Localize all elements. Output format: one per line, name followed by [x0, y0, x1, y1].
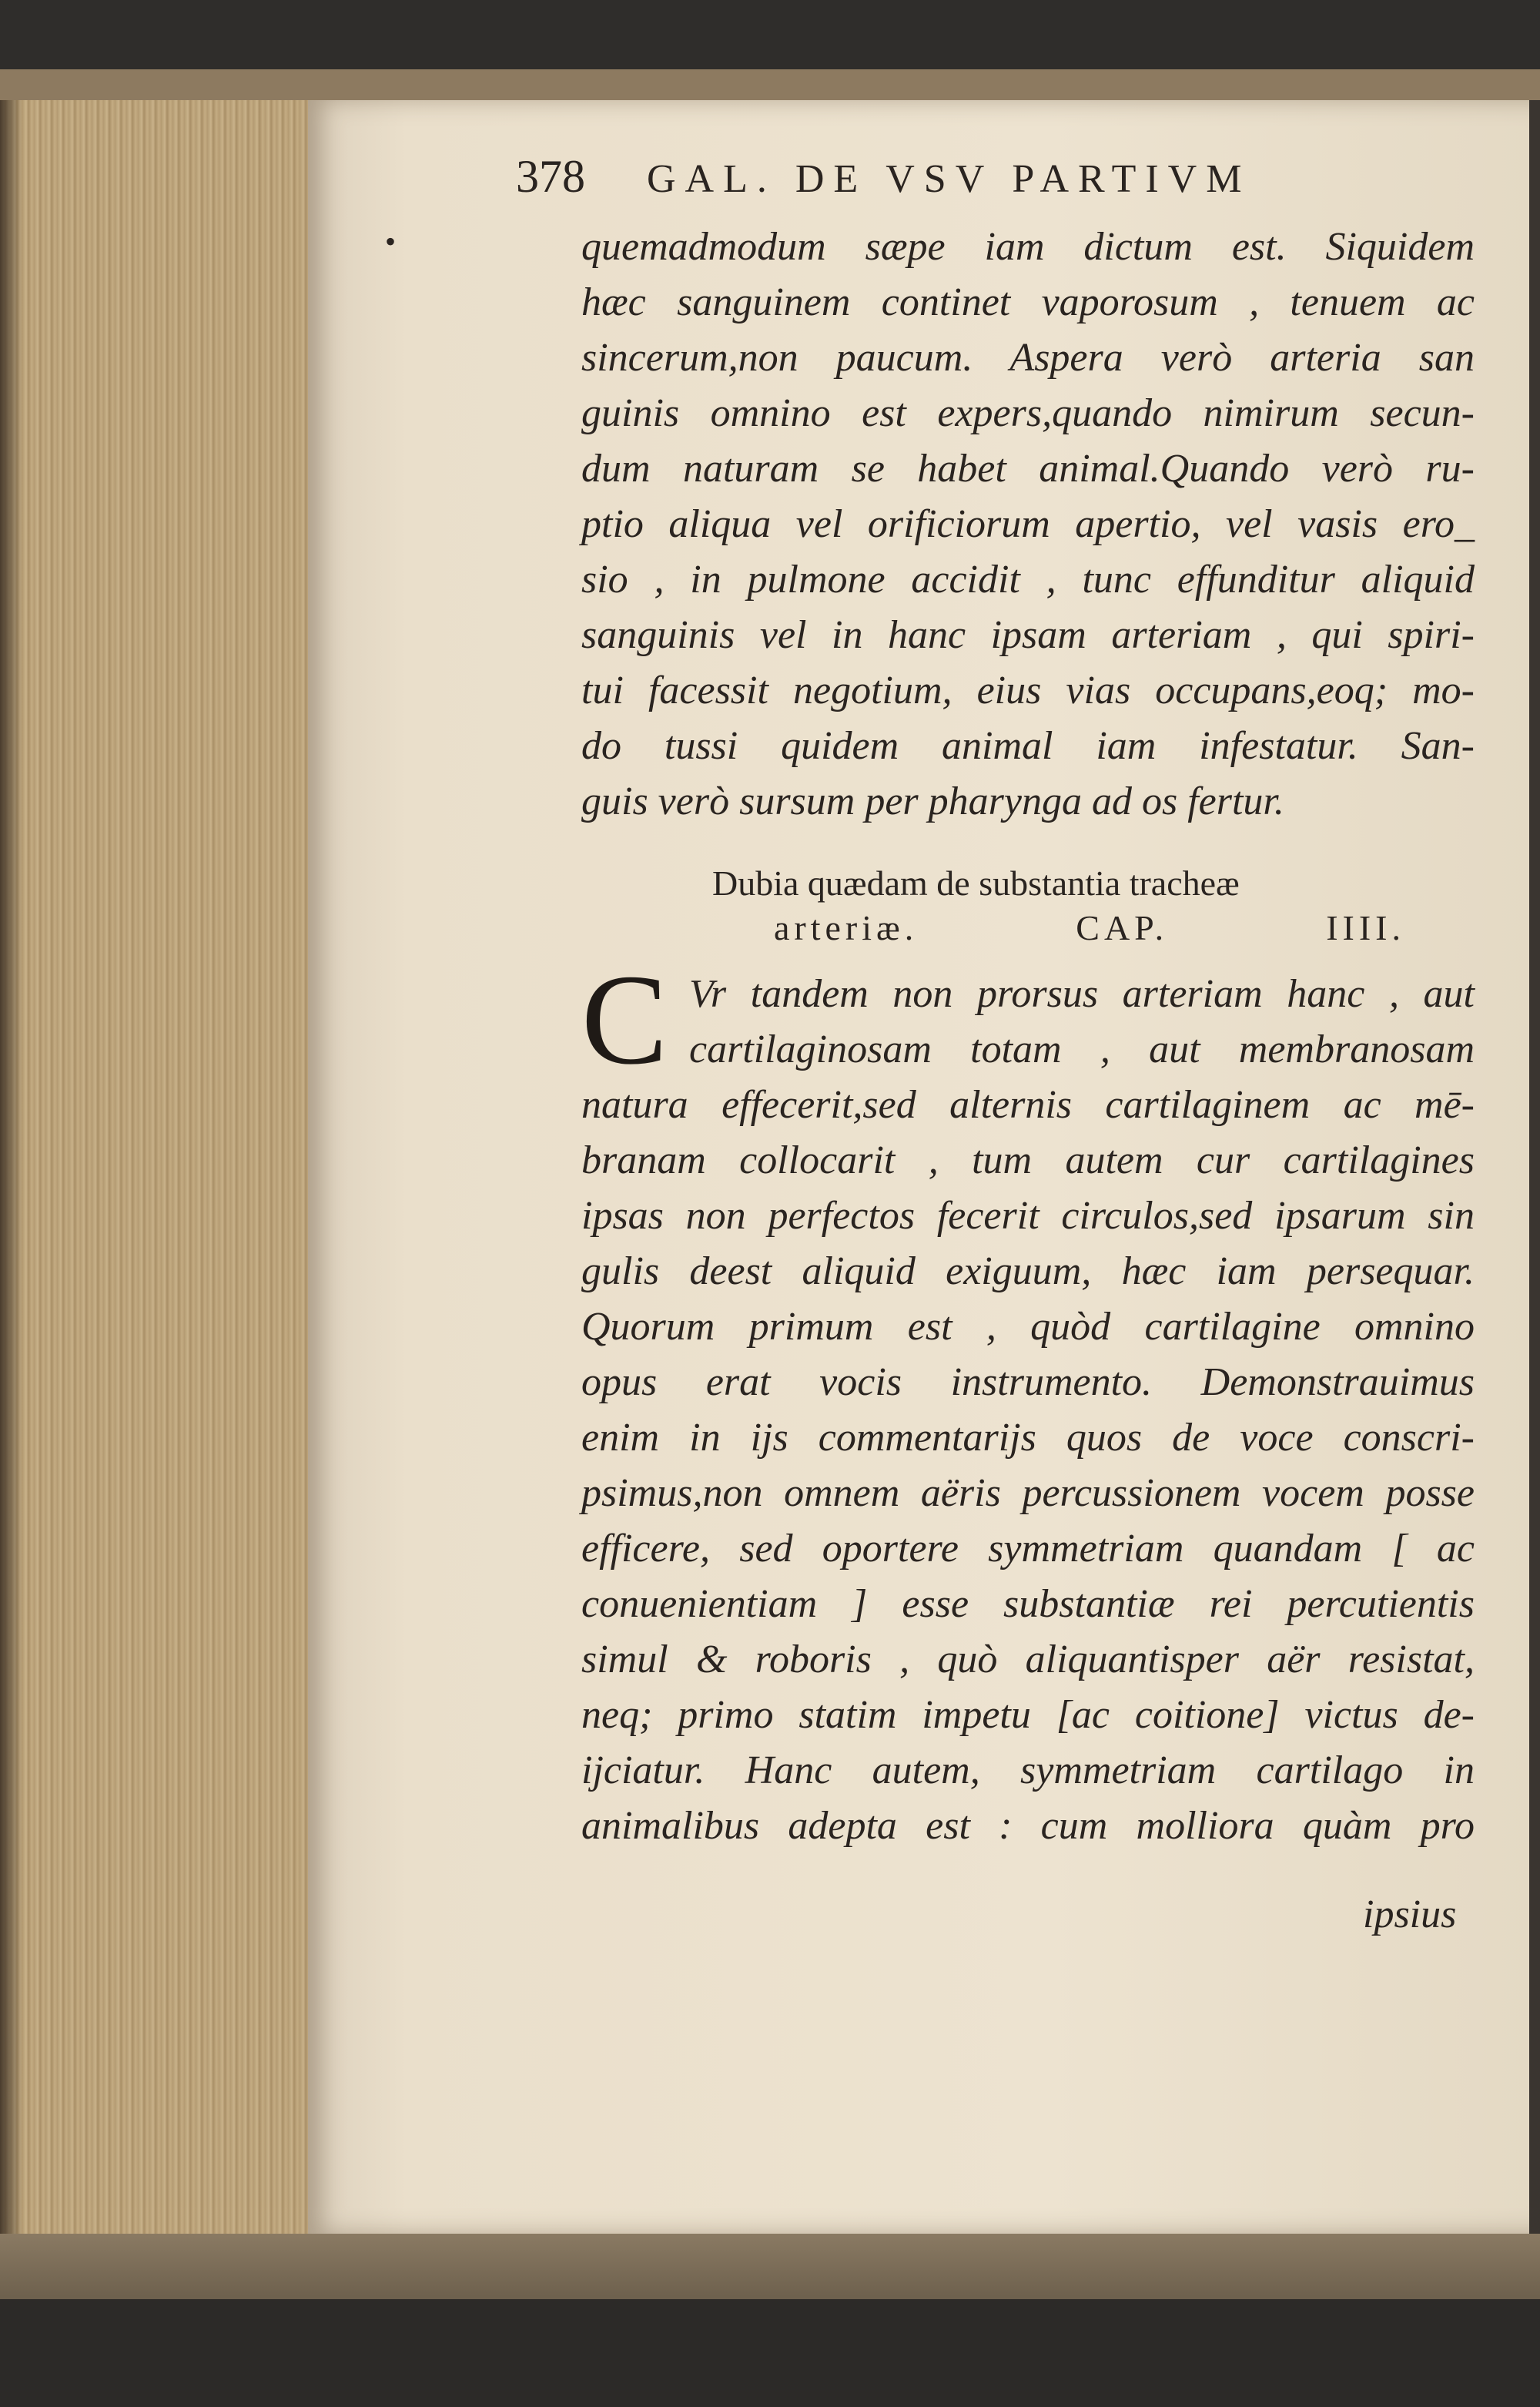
- chapter-number: IIII.: [1326, 908, 1405, 947]
- margin-mark: •: [385, 224, 397, 259]
- background-bottom: [0, 2299, 1540, 2407]
- drop-capital: C: [581, 948, 668, 1091]
- chapter-label: CAP.: [1076, 908, 1169, 947]
- text-line: ptio aliqua vel orificiorum apertio, vel vasis ero_: [581, 502, 1475, 546]
- right-edge: [1529, 100, 1540, 2234]
- text-line: guis verò sursum per pharynga ad os fertur.: [581, 779, 1284, 823]
- text-line: enim in ijs commentarijs quos de voce conscri-: [581, 1416, 1475, 1460]
- page-block-edges: [0, 100, 310, 2249]
- page-block-shadow: [0, 100, 23, 2249]
- chapter-heading-word: arteriæ.: [774, 908, 919, 947]
- running-header: [516, 150, 1363, 204]
- text-line: animalibus adepta est : cum molliora quàm pro: [581, 1804, 1475, 1848]
- text-line: cartilaginosam totam , aut membranosam: [689, 1028, 1475, 1071]
- text-line: tui facessit negotium, eius vias occupans,eoq; mo-: [581, 669, 1475, 712]
- running-title: GAL. DE VSV PARTIVM: [647, 157, 1251, 201]
- text-line: Vr tandem non prorsus arteriam hanc , aut: [689, 972, 1475, 1016]
- body-text: [581, 220, 1475, 830]
- text-line: sanguinis vel in hanc ipsam arteriam , qui spiri-: [581, 613, 1475, 657]
- text-line: psimus,non omnem aëris percussionem vocem posse: [581, 1471, 1475, 1515]
- text-line: ijciatur. Hanc autem, symmetriam cartilago in: [581, 1748, 1475, 1792]
- text-line: ipsas non perfectos fecerit circulos,sed ipsarum sin: [581, 1194, 1475, 1238]
- text-line: sincerum,non paucum. Aspera verò arteria san: [581, 336, 1475, 380]
- bottom-board: [0, 2234, 1540, 2299]
- chapter-heading-line1: Dubia quædam de substantia tracheæ: [712, 863, 1240, 903]
- text-line: guinis omnino est expers,quando nimirum secun-: [581, 391, 1475, 435]
- text-line: conuenientiam ] esse substantiæ rei percutientis: [581, 1582, 1475, 1626]
- text-line: sio , in pulmone accidit , tunc effunditur aliquid: [581, 558, 1475, 602]
- catchword: ipsius: [1363, 1892, 1457, 1936]
- text-line: natura effecerit,sed alternis cartilaginem ac mē-: [581, 1083, 1475, 1127]
- text-line: efficere, sed oportere symmetriam quandam [ ac: [581, 1527, 1475, 1571]
- chapter-heading: [712, 861, 1405, 950]
- text-line: gulis deest aliquid exiguum, hæc iam persequar.: [581, 1249, 1475, 1293]
- text-line: Quorum primum est , quòd cartilagine omnino: [581, 1305, 1475, 1349]
- page-number: 378: [516, 151, 585, 202]
- text-line: do tussi quidem animal iam infestatur. San-: [581, 724, 1475, 768]
- chapter-heading-line2: [712, 906, 1405, 950]
- text-line: simul & roboris , quò aliquantisper aër resistat,: [581, 1638, 1475, 1681]
- text-line: quemadmodum sæpe iam dictum est. Siquidem: [581, 225, 1475, 269]
- text-line: opus erat vocis instrumento. Demonstrauimus: [581, 1360, 1475, 1404]
- chapter-body: [581, 948, 1475, 1854]
- text-line: dum naturam se habet animal.Quando verò ru-: [581, 447, 1475, 491]
- text-line: hæc sanguinem continet vaporosum , tenuem ac: [581, 280, 1475, 324]
- text-line: branam collocarit , tum autem cur cartilagines: [581, 1138, 1475, 1182]
- text-line: neq; primo statim impetu [ac coitione] victus de-: [581, 1693, 1475, 1737]
